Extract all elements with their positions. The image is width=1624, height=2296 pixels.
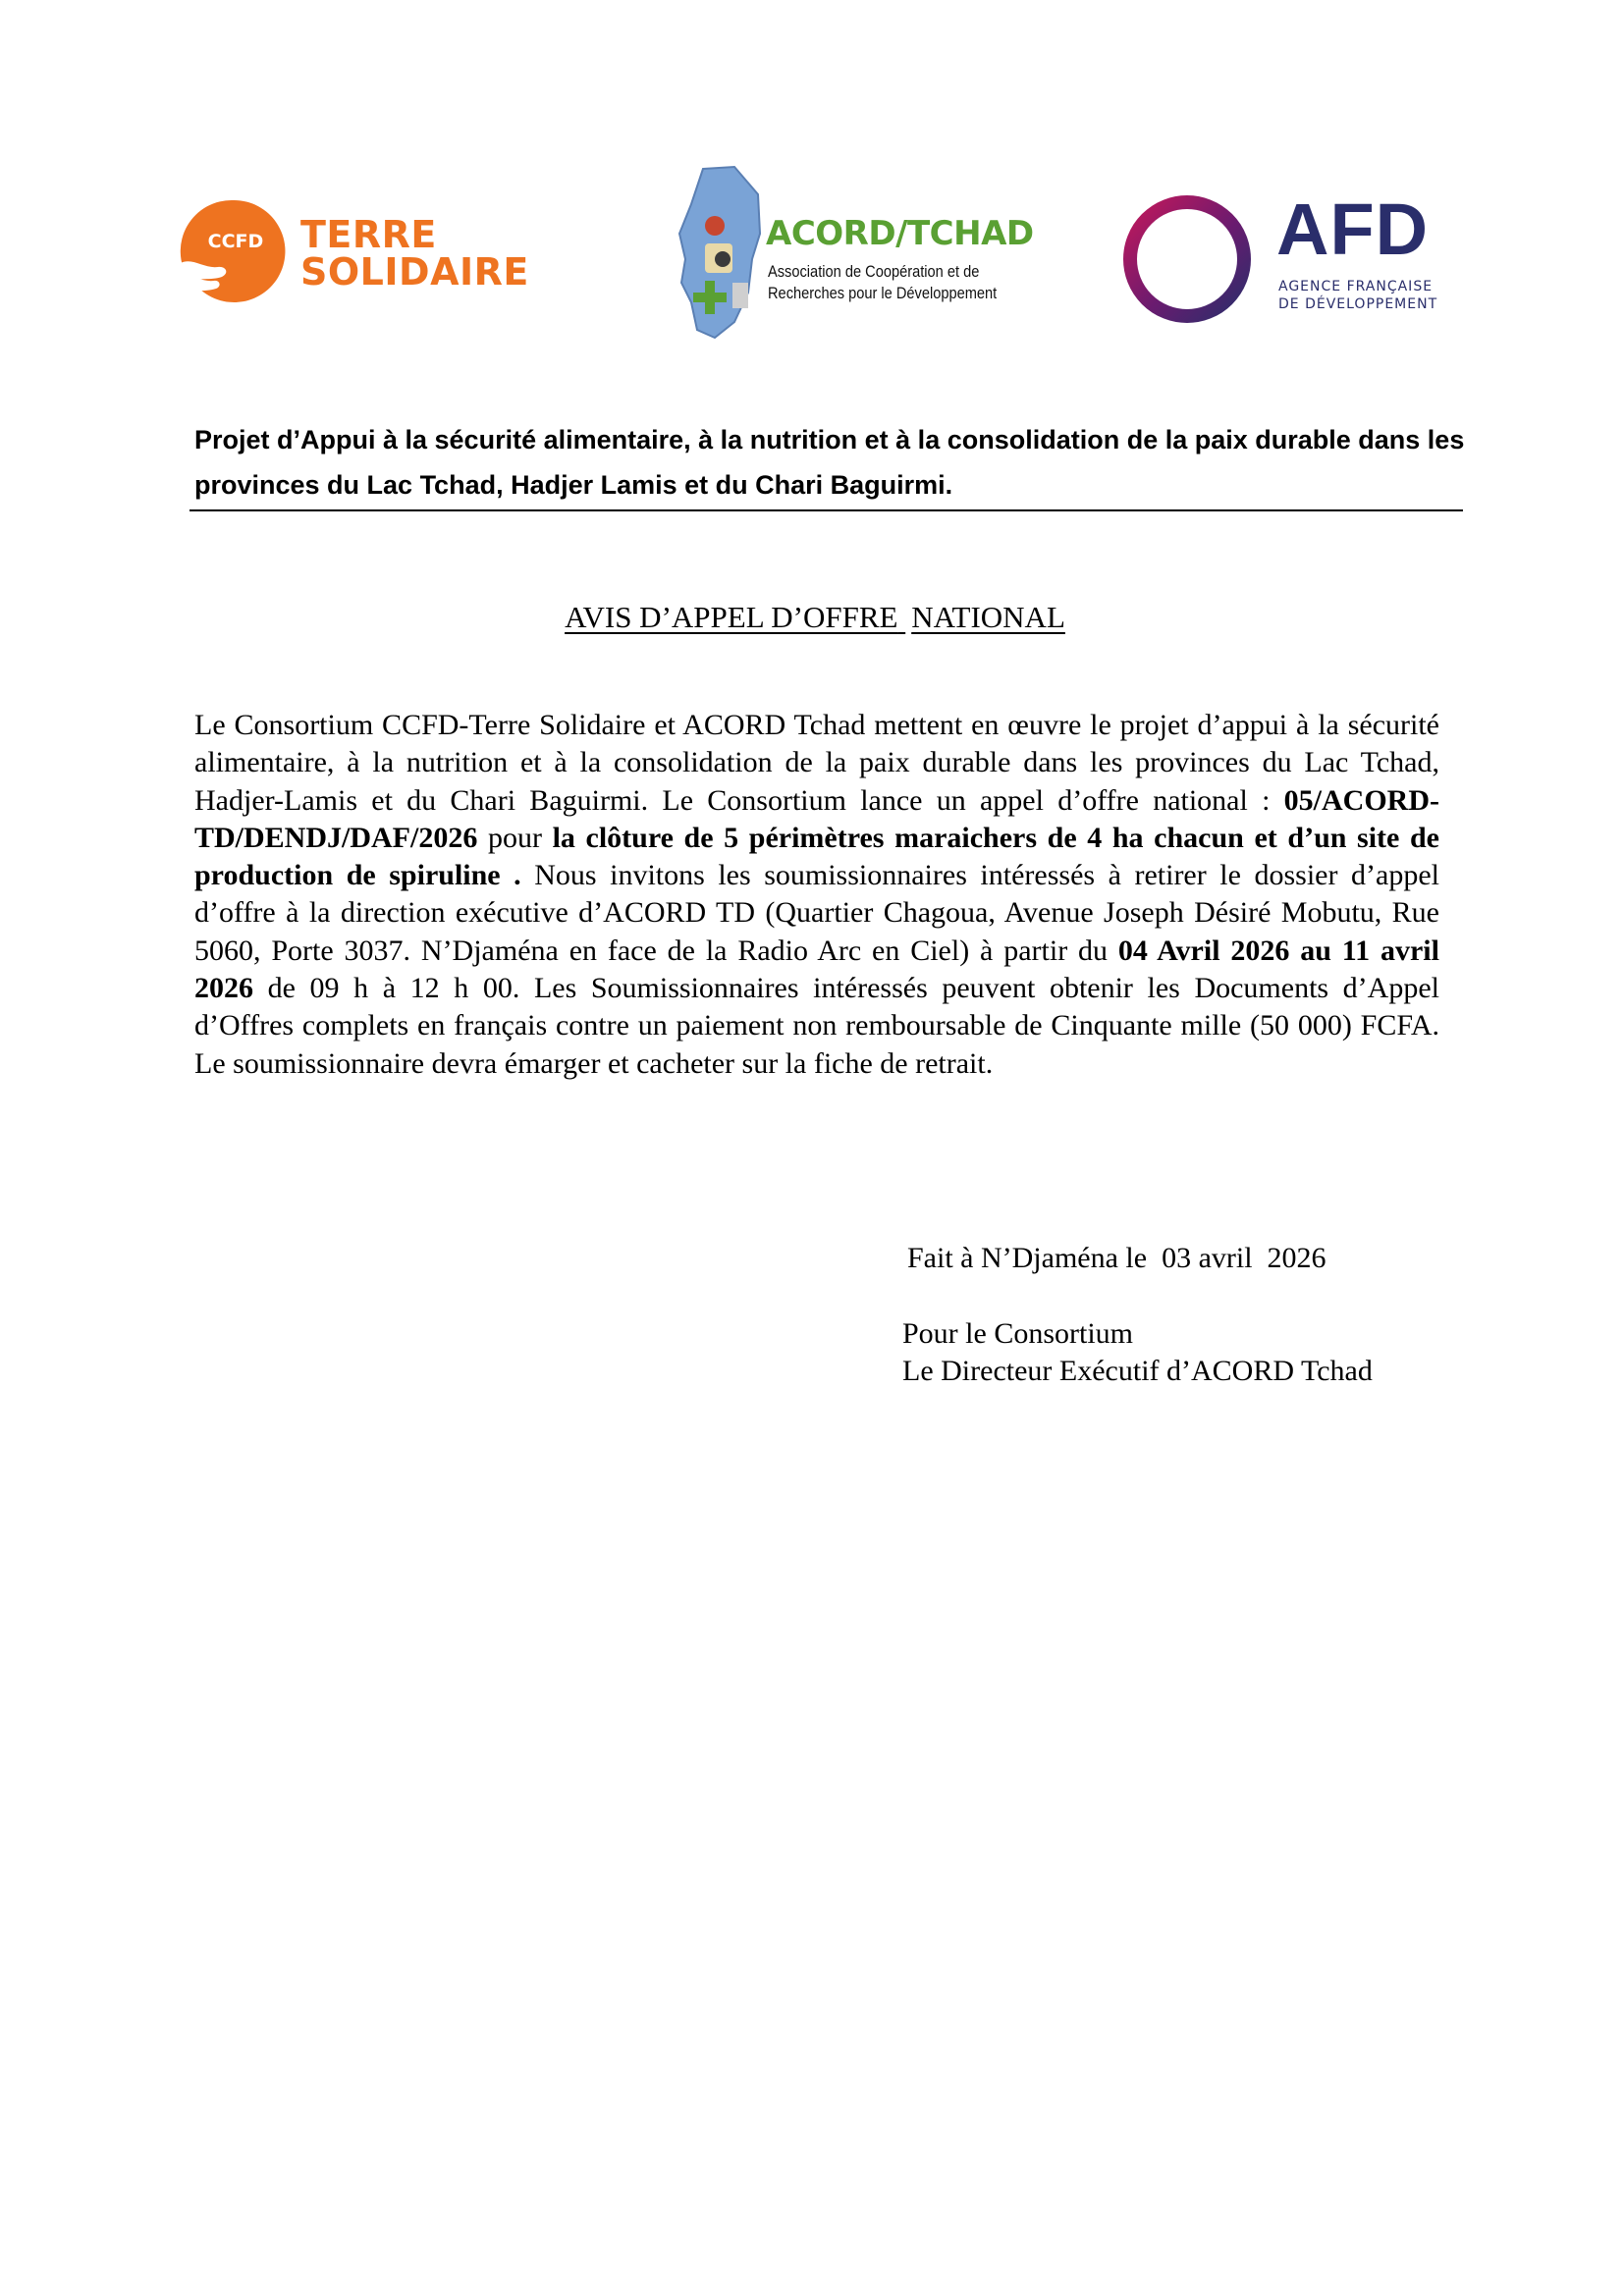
tender-object: la clôture de 5 périmètres maraichers de 4 ha chacun et d’un site de production de spiruline . (194, 821, 1439, 892)
afd-ring-icon (1119, 191, 1255, 327)
title-divider (189, 509, 1463, 511)
body-intro: Le Consortium CCFD-Terre Solidaire et ACORD Tchad mettent en œuvre le projet d’appui à la sécurité alimentaire, à la nutrition et à la consolidation de la paix durable dans les provinces du Lac Tchad, Hadjer-Lamis et du Chari Baguirmi. Le Consortium lance un appel d’offre national : (194, 709, 1439, 817)
acord-tagline (768, 261, 997, 304)
afd-fullname-1: AGENCE FRANÇAISE (1278, 279, 1434, 294)
notice-body (194, 707, 1439, 1083)
ccfd-hands-icon (175, 192, 293, 310)
withdrawal-dates: 04 Avril 2026 au 11 avril 2026 (194, 934, 1439, 1005)
body-instructions: Nous invitons les soumissionnaires intéressés à retirer le dossier d’appel d’offre à la direction exécutive d’ACORD TD (Quartier Chagoua, Avenue Joseph Désiré Mobutu, Rue 5060, Porte 3037. N’Djaména en face de la Radio Arc en Ciel) à partir du (194, 859, 1439, 967)
signature-for-line: Pour le Consortium (902, 1317, 1134, 1350)
body-conditions: de 09 h à 12 h 00. Les Soumissionnaires intéressés peuvent obtenir les Documents d’Appel d’Offres complets en français contre un paiement non remboursable de Cinquante mille (50 000) FCFA. Le soumissionnaire devra émarger et cacheter sur la fiche de retrait. (194, 972, 1439, 1080)
notice-heading (0, 600, 1624, 635)
afd-fullname (1278, 278, 1437, 313)
acord-name: ACORD/TCHAD (766, 214, 1034, 253)
afd-logo (1119, 188, 1453, 327)
project-title: Projet d’Appui à la sécurité alimentaire, à la nutrition et à la consolidation de la paix durable dans les provinces du Lac Tchad, Hadjer Lamis et du Chari Baguirmi. (194, 425, 1465, 500)
ccfd-wordmark (300, 213, 529, 294)
notice-heading-main: AVIS D’APPEL D’OFFRE (565, 600, 898, 634)
tender-reference: 05/ACORD-TD/DENDJ/DAF/2026 (194, 783, 1439, 854)
ccfd-badge-text: CCFD (207, 231, 264, 252)
ccfd-line-2: SOLIDAIRE (300, 250, 529, 294)
ccfd-line-1: TERRE (300, 213, 437, 256)
acord-tchad-logo (676, 165, 1034, 340)
signature-role-line: Le Directeur Exécutif d’ACORD Tchad (902, 1355, 1373, 1387)
notice-heading-national: NATIONAL (911, 600, 1065, 634)
signature-date-line: Fait à N’Djaména le 03 avril 2026 (907, 1242, 1326, 1274)
ccfd-terre-solidaire-logo (175, 188, 538, 316)
afd-fullname-2: DE DÉVELOPPEMENT (1278, 296, 1438, 312)
afd-acronym: AFD (1276, 188, 1430, 270)
body-connector: pour (477, 821, 553, 854)
acord-tagline-2: Recherches pour le Développement (768, 284, 998, 302)
chad-map-icon (676, 165, 764, 340)
acord-tagline-1: Association de Coopération et de (768, 262, 980, 281)
